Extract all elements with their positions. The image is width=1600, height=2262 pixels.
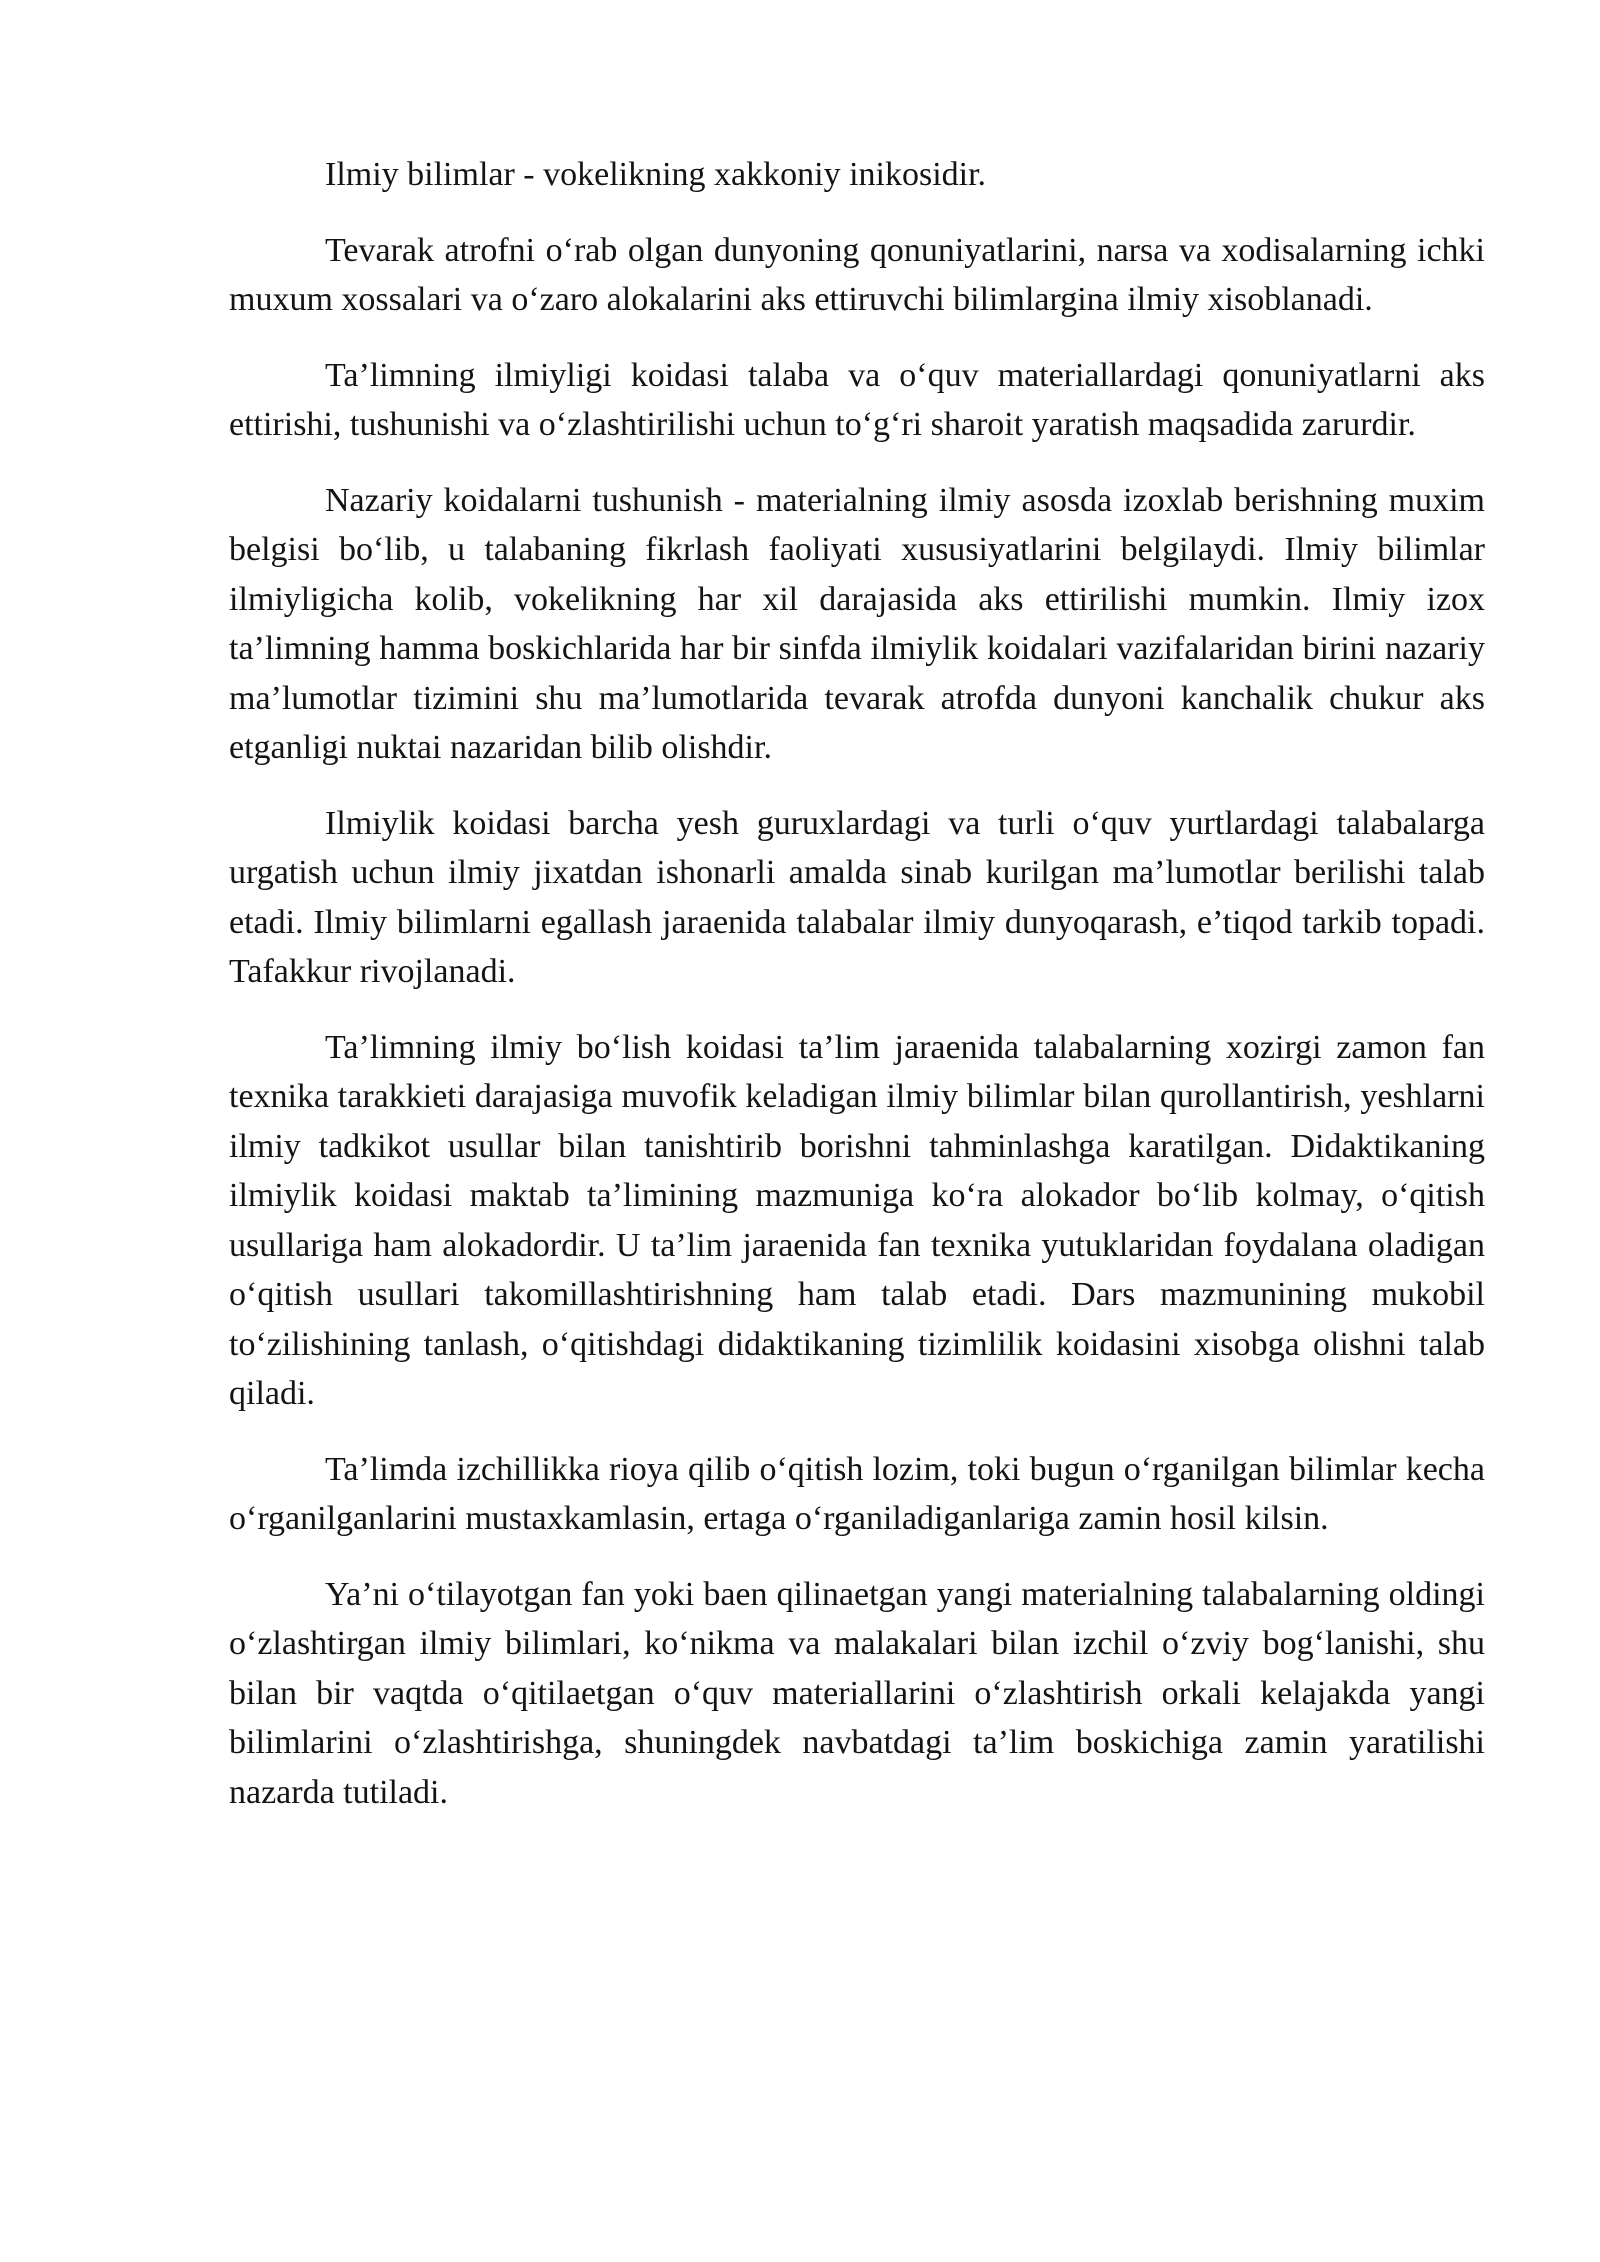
paragraph-4: Nazariy koidalarni tushunish - materialning ilmiy asosda izoxlab berishning muxim belgisi bo‘lib, u talabaning fikrlash faoliyati xususiyatlarini belgilaydi. Ilmiy bilimlar ilmiyligicha kolib, vokelikning har xil darajasida aks ettirilishi mumkin. Ilmiy izox ta’limning hamma boskichlarida har bir sinfda ilmiylik koidalari vazifalaridan birini nazariy ma’lumotlar tizimini shu ma’lumotlarida tevarak atrofda dunyoni kanchalik chukur aks etganligi nuktai nazaridan bilib olishdir. (229, 481, 1485, 766)
paragraph-6: Ta’limning ilmiy bo‘lish koidasi ta’lim jaraenida talabalarning xozirgi zamon fan texnika tarakkieti darajasiga muvofik keladigan ilmiy bilimlar bilan qurollantirish, yeshlarni ilmiy tadkikot usullar bilan tanishtirib borishni tahminlashga karatilgan. Didaktikaning ilmiylik koidasi maktab ta’limining mazmuniga ko‘ra alokador bo‘lib kolmay, o‘qitish usullariga ham alokadordir. U ta’lim jaraenida fan texnika yutuklaridan foydalana oladigan o‘qitish usullari takomillashtirishning ham talab etadi. Dars mazmunining mukobil to‘zilishining tanlash, o‘qitishdagi didaktikaning tizimlilik koidasini xisobga olishni talab qiladi. (229, 1028, 1485, 1412)
paragraph-7: Ta’limda izchillikka rioya qilib o‘qitish lozim, toki bugun o‘rganilgan bilimlar kecha o‘rganilganlarini mustaxkamlasin, ertaga o‘rganiladiganlariga zamin hosil kilsin. (229, 1450, 1485, 1537)
paragraph-2: Tevarak atrofni o‘rab olgan dunyoning qonuniyatlarini, narsa va xodisalarning ichki muxum xossalari va o‘zaro alokalarini aks ettiruvchi bilimlargina ilmiy xisoblanadi. (229, 231, 1485, 318)
paragraph-8: Ya’ni o‘tilayotgan fan yoki baen qilinaetgan yangi materialning talabalarning oldingi o‘zlashtirgan ilmiy bilimlari, ko‘nikma va malakalari bilan izchil o‘zviy bog‘lanishi, shu bilan bir vaqtda o‘qitilaetgan o‘quv materiallarini o‘zlashtirish orkali kelajakda yangi bilimlarini o‘zlashtirishga, shuningdek navbatdagi ta’lim boskichiga zamin yaratilishi nazarda tutiladi. (229, 1575, 1485, 1811)
paragraph-5: Ilmiylik koidasi barcha yesh guruxlardagi va turli o‘quv yurtlardagi talabalarga urgatish uchun ilmiy jixatdan ishonarli amalda sinab kurilgan ma’lumotlar berilishi talab etadi. Ilmiy bilimlarni egallash jaraenida talabalar ilmiy dunyoqarash, e’tiqod tarkib topadi. Tafakkur rivojlanadi. (229, 804, 1485, 990)
paragraph-3: Ta’limning ilmiyligi koidasi talaba va o‘quv materiallardagi qonuniyatlarni aks ettirishi, tushunishi va o‘zlashtirilishi uchun to‘g‘ri sharoit yaratish maqsadida zarurdir. (229, 356, 1485, 443)
document-body (229, 150, 1485, 1843)
paragraph-1: Ilmiy bilimlar - vokelikning xakkoniy inikosidir. (325, 156, 987, 193)
